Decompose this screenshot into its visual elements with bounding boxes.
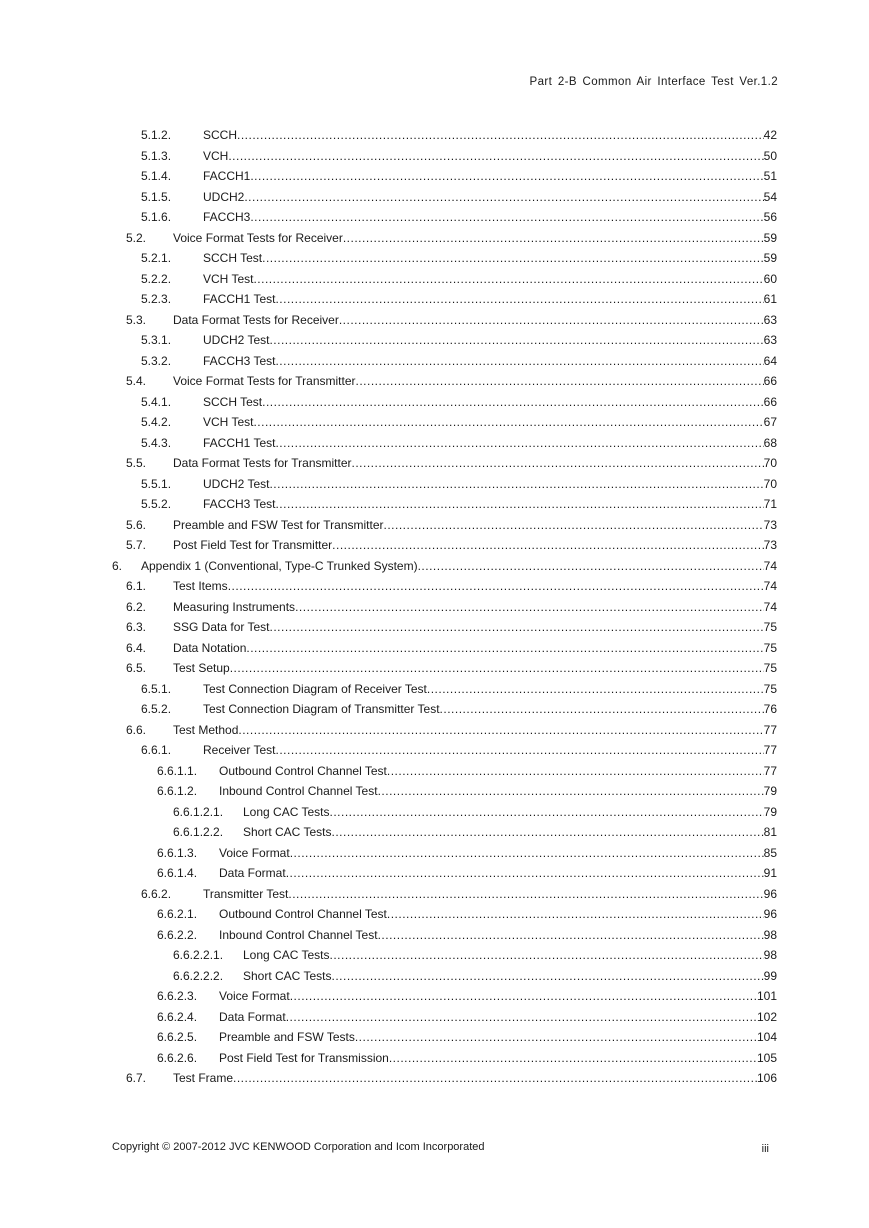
toc-leader-dots [269, 474, 763, 495]
toc-leader-dots [286, 863, 764, 884]
toc-entry-number: 6.7. [126, 1071, 147, 1085]
page-header: Part 2-B Common Air Interface Test Ver.1.2 [529, 76, 778, 88]
toc-entry-number: 6.6.2.6. [157, 1050, 198, 1065]
toc-entry[interactable] [0, 556, 869, 577]
toc-entry[interactable] [0, 474, 869, 495]
toc-entry-title[interactable]: Data Format Tests for Transmitter [173, 456, 352, 470]
toc-entry-number: 5.3.1. [141, 333, 172, 347]
toc-leader-dots [295, 597, 764, 618]
toc-entry-title[interactable]: Post Field Test for Transmitter [173, 538, 333, 552]
toc-leader-dots [253, 269, 763, 290]
toc-entry-title[interactable]: Preamble and FSW Tests [219, 1030, 355, 1044]
toc-entry[interactable] [0, 863, 869, 884]
toc-entry-title[interactable]: Short CAC Tests [243, 968, 332, 983]
toc-entry-page: 70 [763, 456, 777, 470]
toc-entry-number: 5.3. [126, 312, 147, 327]
toc-entry-page: 50 [763, 148, 777, 163]
toc-entry[interactable] [0, 617, 869, 638]
toc-entry[interactable] [0, 576, 869, 597]
toc-entry-number: 5.7. [126, 538, 147, 552]
toc-entry[interactable] [0, 330, 869, 351]
toc-entry-number: 6.1. [126, 579, 147, 593]
toc-entry-page: 42 [763, 128, 777, 142]
toc-leader-dots [238, 720, 763, 741]
toc-entry[interactable] [0, 781, 869, 802]
toc-entry-number: 5.5. [126, 456, 147, 470]
toc-entry[interactable] [0, 822, 869, 843]
toc-entry-title[interactable]: Post Field Test for Transmission [219, 1050, 389, 1065]
toc-entry-number: 5.2. [126, 230, 147, 245]
toc-entry-title[interactable]: FACCH1 Test [203, 435, 276, 450]
toc-entry[interactable] [0, 1068, 869, 1089]
toc-entry-page: 74 [763, 599, 777, 614]
toc-leader-dots [253, 412, 763, 433]
toc-entry-number: 6.4. [126, 640, 147, 655]
toc-entry-number: 6.6.1.2. [157, 784, 198, 798]
toc-leader-dots [275, 740, 763, 761]
toc-entry-page: 85 [763, 845, 777, 860]
toc-entry-number: 5.3.2. [141, 353, 172, 368]
toc-entry-title[interactable]: FACCH1 [203, 169, 251, 183]
toc-entry-title[interactable]: Measuring Instruments [173, 599, 296, 614]
toc-entry-page: 79 [763, 804, 777, 819]
toc-entry-title[interactable]: Data Format [219, 1009, 286, 1024]
toc-entry-title[interactable]: Inbound Control Channel Test [219, 784, 378, 798]
toc-entry-page: 76 [763, 702, 777, 716]
toc-entry-title[interactable]: Data Format Tests for Receiver [173, 312, 339, 327]
toc-entry-page: 99 [763, 968, 777, 983]
toc-leader-dots [389, 1048, 757, 1069]
toc-entry-title[interactable]: FACCH3 Test [203, 497, 276, 511]
toc-entry-title[interactable]: Voice Format [219, 845, 290, 860]
toc-entry-number: 5.2.2. [141, 271, 172, 286]
toc-entry-page: 59 [763, 230, 777, 245]
toc-entry-number: 5.1.2. [141, 128, 172, 142]
toc-entry-title[interactable]: Voice Format Tests for Receiver [173, 230, 343, 245]
toc-entry[interactable] [0, 904, 869, 925]
toc-entry-page: 60 [763, 271, 777, 286]
toc-entry-title[interactable]: Preamble and FSW Test for Transmitter [173, 517, 384, 532]
toc-entry-page: 98 [763, 927, 777, 942]
toc-entry-page: 101 [756, 989, 777, 1003]
toc-entry[interactable] [0, 802, 869, 823]
toc-entry-number: 5.4.1. [141, 394, 172, 409]
toc-leader-dots [440, 699, 764, 720]
toc-entry-number: 5.4.2. [141, 415, 172, 429]
toc-entry-page: 68 [763, 435, 777, 450]
toc-entry-page: 106 [756, 1071, 777, 1085]
toc-entry[interactable] [0, 453, 869, 474]
toc-entry-page: 81 [763, 825, 777, 839]
toc-entry-page: 75 [763, 681, 777, 696]
toc-leader-dots [331, 966, 763, 987]
toc-entry-title[interactable]: FACCH1 Test [203, 292, 276, 306]
toc-entry-title[interactable]: SCCH [203, 128, 238, 142]
toc-entry-number: 6.6.1.1. [157, 763, 198, 778]
toc-entry-number: 5.5.1. [141, 476, 172, 491]
toc-entry-title[interactable]: Outbound Control Channel Test [219, 763, 387, 778]
toc-entry-page: 105 [756, 1050, 777, 1065]
toc-entry[interactable] [0, 761, 869, 782]
toc-leader-dots [387, 761, 764, 782]
toc-leader-dots [275, 433, 763, 454]
toc-entry-page: 98 [763, 948, 777, 962]
toc-entry-page: 63 [763, 333, 777, 347]
toc-entry-page: 51 [763, 169, 777, 183]
toc-entry-title[interactable]: Data Format [219, 866, 286, 880]
toc-leader-dots [356, 371, 764, 392]
toc-entry[interactable] [0, 884, 869, 905]
toc-leader-dots [275, 351, 763, 372]
toc-entry-title[interactable]: VCH [203, 148, 229, 163]
toc-entry-number: 5.5.2. [141, 497, 172, 511]
toc-entry-number: 6.6.1.2.2. [173, 825, 224, 839]
toc-entry-title[interactable]: UDCH2 [203, 189, 245, 204]
toc-entry-title[interactable]: Test Setup [173, 661, 230, 675]
toc-entry-number: 5.1.3. [141, 148, 172, 163]
toc-entry[interactable] [0, 986, 869, 1007]
toc-entry[interactable] [0, 1027, 869, 1048]
toc-leader-dots [343, 228, 764, 249]
toc-entry-title[interactable]: SCCH Test [203, 394, 263, 409]
toc-entry[interactable] [0, 740, 869, 761]
toc-entry-title[interactable]: UDCH2 Test [203, 333, 270, 347]
toc-leader-dots [378, 781, 764, 802]
toc-entry-title[interactable]: SCCH Test [203, 251, 263, 265]
toc-entry[interactable] [0, 371, 869, 392]
toc-leader-dots [286, 1007, 757, 1028]
toc-leader-dots [269, 330, 763, 351]
toc-leader-dots [262, 392, 764, 413]
toc-entry-number: 6.6.2.3. [157, 989, 198, 1003]
toc-entry-number: 6.6.2.1. [157, 907, 198, 921]
toc-entry-page: 75 [763, 661, 777, 675]
toc-entry-number: 6.6.1.2.1. [173, 804, 224, 819]
toc-entry-title[interactable]: Outbound Control Channel Test [219, 907, 387, 921]
toc-entry-title[interactable]: Data Notation [173, 640, 247, 655]
toc-entry[interactable] [0, 535, 869, 556]
toc-entry-number: 6.5.1. [141, 681, 172, 696]
toc-entry-page: 71 [763, 497, 777, 511]
toc-entry[interactable] [0, 1007, 869, 1028]
toc-entry-number: 6.6.2.2. [157, 927, 198, 942]
toc-entry[interactable] [0, 843, 869, 864]
toc-entry-number: 6. [112, 558, 123, 573]
toc-entry-number: 6.6.1.3. [157, 845, 198, 860]
toc-entry-page: 77 [763, 722, 777, 737]
toc-leader-dots [384, 515, 764, 536]
toc-leader-dots [228, 146, 763, 167]
toc-entry[interactable] [0, 966, 869, 987]
toc-entry-title[interactable]: Test Connection Diagram of Transmitter Test [203, 702, 440, 716]
toc-entry-page: 74 [763, 558, 777, 573]
toc-entry-title[interactable]: Inbound Control Channel Test [219, 927, 378, 942]
table-of-contents [0, 125, 869, 1089]
toc-entry-page: 73 [763, 517, 777, 532]
toc-leader-dots [250, 207, 763, 228]
toc-entry-page: 79 [763, 784, 777, 798]
toc-entry-page: 67 [763, 415, 777, 429]
toc-entry-page: 61 [763, 292, 777, 306]
toc-entry[interactable] [0, 597, 869, 618]
toc-leader-dots [230, 658, 764, 679]
toc-entry-page: 102 [756, 1009, 777, 1024]
toc-entry-number: 6.3. [126, 620, 147, 634]
toc-entry-title[interactable]: Test Items [173, 579, 228, 593]
toc-leader-dots [352, 453, 764, 474]
toc-entry-title[interactable]: Voice Format [219, 989, 290, 1003]
toc-leader-dots [331, 822, 763, 843]
toc-entry[interactable] [0, 433, 869, 454]
toc-entry-title[interactable]: Long CAC Tests [243, 804, 330, 819]
toc-leader-dots [262, 248, 764, 269]
toc-entry-page: 96 [763, 907, 777, 921]
toc-entry[interactable] [0, 515, 869, 536]
toc-entry-number: 6.6.2. [141, 886, 172, 901]
toc-entry[interactable] [0, 187, 869, 208]
toc-entry[interactable] [0, 166, 869, 187]
toc-entry[interactable] [0, 638, 869, 659]
toc-leader-dots [290, 986, 757, 1007]
toc-entry-number: 5.4.3. [141, 435, 172, 450]
toc-entry[interactable] [0, 925, 869, 946]
toc-entry[interactable] [0, 146, 869, 167]
toc-leader-dots [288, 884, 763, 905]
toc-entry-page: 104 [756, 1030, 777, 1044]
toc-entry-page: 66 [763, 374, 777, 388]
toc-entry-title[interactable]: Appendix 1 (Conventional, Type-C Trunked System) [141, 558, 418, 573]
toc-entry-number: 6.6.2.2.1. [173, 948, 224, 962]
toc-entry-title[interactable]: Voice Format Tests for Transmitter [173, 374, 356, 388]
toc-entry[interactable] [0, 310, 869, 331]
toc-leader-dots [250, 166, 763, 187]
footer-copyright: Copyright © 2007-2012 JVC KENWOOD Corporation and Icom Incorporated [112, 1141, 485, 1153]
toc-entry[interactable] [0, 412, 869, 433]
toc-leader-dots [355, 1027, 757, 1048]
toc-entry-page: 70 [763, 476, 777, 491]
toc-entry-page: 77 [763, 763, 777, 778]
toc-entry-title[interactable]: Test Frame [173, 1071, 234, 1085]
toc-entry-number: 5.2.3. [141, 292, 172, 306]
toc-leader-dots [233, 1068, 757, 1089]
toc-entry-title[interactable]: FACCH3 [203, 210, 251, 224]
toc-entry-page: 56 [763, 210, 777, 224]
toc-entry[interactable] [0, 207, 869, 228]
toc-entry-number: 5.1.6. [141, 210, 172, 224]
toc-leader-dots [290, 843, 764, 864]
toc-leader-dots [270, 617, 764, 638]
toc-entry-page: 59 [763, 251, 777, 265]
toc-entry-title[interactable]: Test Method [173, 722, 239, 737]
toc-leader-dots [378, 925, 764, 946]
toc-entry-page: 96 [763, 886, 777, 901]
toc-entry-title[interactable]: Transmitter Test [203, 886, 289, 901]
toc-entry-title[interactable]: Long CAC Tests [243, 948, 330, 962]
toc-entry-number: 6.5. [126, 661, 147, 675]
toc-entry-number: 5.4. [126, 374, 147, 388]
toc-entry-page: 66 [763, 394, 777, 409]
toc-entry-page: 64 [763, 353, 777, 368]
toc-leader-dots [418, 556, 764, 577]
toc-entry-number: 5.1.5. [141, 189, 172, 204]
toc-entry-page: 75 [763, 640, 777, 655]
toc-entry[interactable] [0, 125, 869, 146]
toc-leader-dots [427, 679, 764, 700]
toc-entry-number: 6.6.2.4. [157, 1009, 198, 1024]
toc-leader-dots [275, 494, 763, 515]
toc-entry-page: 54 [763, 189, 777, 204]
toc-entry[interactable] [0, 720, 869, 741]
toc-entry-number: 6.6.1.4. [157, 866, 198, 880]
toc-leader-dots [339, 310, 764, 331]
toc-entry-title[interactable]: VCH Test [203, 415, 254, 429]
toc-entry[interactable] [0, 269, 869, 290]
toc-entry[interactable] [0, 289, 869, 310]
toc-entry[interactable] [0, 228, 869, 249]
toc-entry-page: 74 [763, 579, 777, 593]
toc-entry-title[interactable]: FACCH3 Test [203, 353, 276, 368]
toc-leader-dots [246, 638, 763, 659]
toc-entry-title[interactable]: SSG Data for Test [173, 620, 270, 634]
toc-entry[interactable] [0, 351, 869, 372]
toc-entry-number: 6.6.2.2.2. [173, 968, 224, 983]
toc-entry-number: 6.5.2. [141, 702, 172, 716]
toc-leader-dots [275, 289, 763, 310]
toc-entry-title[interactable]: Short CAC Tests [243, 825, 332, 839]
toc-entry[interactable] [0, 658, 869, 679]
toc-leader-dots [237, 125, 764, 146]
toc-leader-dots [244, 187, 763, 208]
toc-leader-dots [332, 535, 763, 556]
toc-entry-page: 63 [763, 312, 777, 327]
toc-entry-title[interactable]: Receiver Test [203, 743, 276, 757]
toc-leader-dots [330, 802, 764, 823]
toc-entry[interactable] [0, 679, 869, 700]
footer-page-number: iii [761, 1143, 769, 1155]
toc-entry-title[interactable]: Test Connection Diagram of Receiver Test [203, 681, 427, 696]
toc-entry-title[interactable]: VCH Test [203, 271, 254, 286]
toc-entry-page: 91 [763, 866, 777, 880]
toc-entry[interactable] [0, 494, 869, 515]
toc-entry[interactable] [0, 1048, 869, 1069]
toc-entry-number: 5.2.1. [141, 251, 172, 265]
toc-entry-number: 5.6. [126, 517, 147, 532]
toc-entry-title[interactable]: UDCH2 Test [203, 476, 270, 491]
toc-entry-number: 6.6.1. [141, 743, 172, 757]
toc-entry-number: 6.2. [126, 599, 147, 614]
toc-leader-dots [228, 576, 764, 597]
toc-entry[interactable] [0, 248, 869, 269]
toc-entry-number: 6.6.2.5. [157, 1030, 198, 1044]
toc-entry-number: 6.6. [126, 722, 147, 737]
toc-entry[interactable] [0, 392, 869, 413]
toc-entry[interactable] [0, 699, 869, 720]
toc-entry-number: 5.1.4. [141, 169, 172, 183]
toc-entry-page: 77 [763, 743, 777, 757]
toc-leader-dots [387, 904, 764, 925]
toc-entry[interactable] [0, 945, 869, 966]
toc-entry-page: 73 [763, 538, 777, 552]
toc-entry-page: 75 [763, 620, 777, 634]
toc-leader-dots [330, 945, 764, 966]
